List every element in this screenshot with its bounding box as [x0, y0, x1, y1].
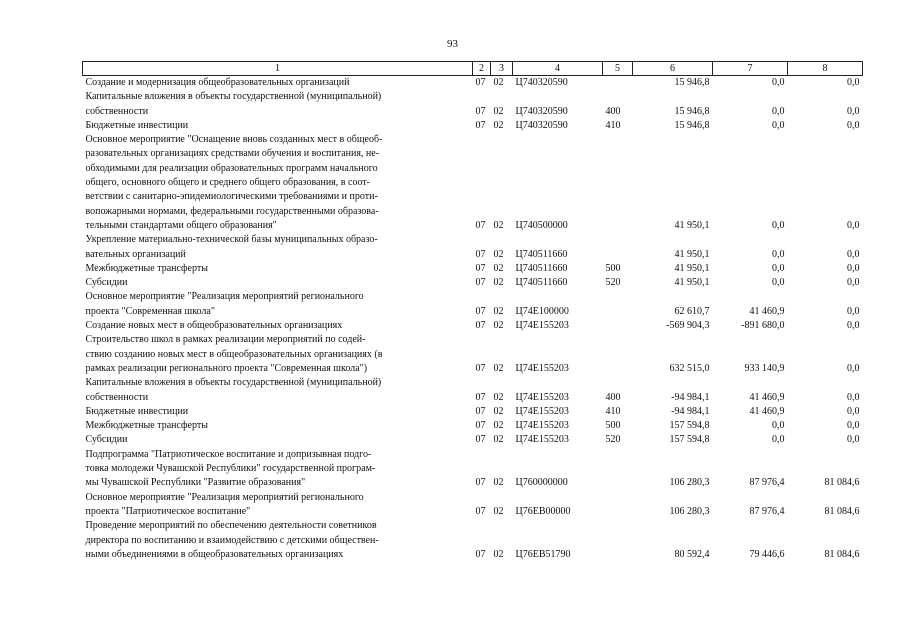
table-body	[83, 76, 863, 563]
amount-2-cell: 87 976,4	[749, 505, 785, 517]
target-code-cell: Ц74E155203	[515, 434, 569, 446]
amount-2-cell: 0,0	[772, 219, 785, 231]
amount-1-cell: 80 592,4	[674, 548, 710, 560]
amount-2-cell: 0,0	[772, 434, 785, 446]
subsection-cell: 02	[493, 219, 504, 231]
expense-type-cell	[603, 290, 633, 319]
amount-1-cell: 15 946,8	[674, 119, 710, 131]
row-name	[83, 76, 473, 91]
amount-2-cell: 87 976,4	[749, 477, 785, 489]
target-code-cell: Ц740511660	[515, 262, 568, 274]
table-row	[83, 319, 863, 333]
row-name-line: товка молодежи Чувашской Республики" государственной програм-	[85, 463, 376, 475]
subsection-cell: 02	[493, 277, 504, 289]
target-code-cell: Ц740511660	[515, 248, 568, 260]
target-code-cell: Ц76EB51790	[515, 548, 571, 560]
table-row	[83, 262, 863, 276]
amount-2-cell: 41 460,9	[749, 405, 785, 417]
target-code-cell: Ц74E155203	[515, 320, 569, 332]
table-row	[83, 276, 863, 290]
section-cell: 07	[475, 477, 486, 489]
amount-1-cell: 62 610,7	[674, 305, 710, 317]
amount-2-cell: 0,0	[772, 420, 785, 432]
amount-1-cell: 632 515,0	[669, 362, 710, 374]
section-cell: 07	[475, 362, 486, 374]
column-header-expense-type: 5	[603, 62, 633, 76]
row-name	[83, 376, 473, 405]
section-cell: 07	[475, 405, 486, 417]
target-code-cell: Ц760000000	[515, 477, 568, 489]
amount-3-cell: 0,0	[847, 405, 860, 417]
column-header-section: 2	[473, 62, 491, 76]
row-name-line: обходимыми для реализации образовательных программ начального	[85, 162, 378, 174]
row-name	[83, 133, 473, 233]
expense-type-cell: 520	[605, 434, 621, 446]
section-cell: 07	[475, 277, 486, 289]
column-header-subsection: 3	[491, 62, 513, 76]
table-header-row	[83, 62, 863, 76]
row-name-line: Основное мероприятие "Реализация мероприятий регионального	[85, 291, 364, 303]
section-cell: 07	[475, 305, 486, 317]
row-name-line: ствию созданию новых мест в общеобразовательных организациях (в	[85, 348, 383, 360]
row-name-line: Проведение мероприятий по обеспечению деятельности советников	[85, 520, 377, 532]
section-cell: 07	[475, 105, 486, 117]
expense-type-cell	[603, 76, 633, 91]
amount-3-cell: 0,0	[847, 391, 860, 403]
row-name-line: разовательных организациях средствами обучения и воспитания, не-	[85, 148, 380, 160]
row-name-line: проекта "Патриотическое воспитание"	[85, 505, 251, 517]
expense-type-cell	[603, 319, 633, 333]
table-row	[83, 419, 863, 433]
amount-1-cell: -94 984,1	[671, 405, 710, 417]
target-code-cell: Ц74E155203	[515, 391, 569, 403]
amount-3-cell: 0,0	[847, 119, 860, 131]
amount-1-cell: 106 280,3	[669, 477, 710, 489]
section-cell: 07	[475, 219, 486, 231]
table-row	[83, 405, 863, 419]
amount-1-cell: 15 946,8	[674, 105, 710, 117]
column-header-amount-2: 7	[713, 62, 788, 76]
row-name	[83, 448, 473, 491]
expense-type-cell: 500	[605, 262, 621, 274]
row-name	[83, 119, 473, 133]
expense-type-cell: 410	[605, 119, 621, 131]
section-cell: 07	[475, 434, 486, 446]
column-header-target-code: 4	[513, 62, 603, 76]
target-code-cell: Ц740500000	[515, 219, 568, 231]
expense-type-cell: 400	[605, 105, 621, 117]
row-name-line: Основное мероприятие "Оснащение вновь созданных мест в общеоб-	[85, 134, 383, 146]
target-code-cell: Ц740511660	[515, 277, 568, 289]
target-code-cell: Ц76EB00000	[515, 505, 571, 517]
amount-3-cell: 0,0	[847, 434, 860, 446]
row-name-line: Укрепление материально-технической базы муниципальных образо-	[85, 234, 378, 246]
row-name-line: Бюджетные инвестиции	[85, 405, 189, 417]
row-name	[83, 333, 473, 376]
section-cell: 07	[475, 548, 486, 560]
expense-type-cell: 400	[605, 391, 621, 403]
row-name-line: директора по воспитанию и взаимодействию с детскими обществен-	[85, 534, 379, 546]
target-code-cell: Ц740320590	[515, 105, 568, 117]
expense-type-cell	[603, 233, 633, 262]
section-cell: 07	[475, 391, 486, 403]
expense-type-cell	[603, 491, 633, 520]
expense-type-cell: 500	[605, 420, 621, 432]
amount-1-cell: 41 950,1	[674, 277, 710, 289]
row-name	[83, 491, 473, 520]
row-name-line: Межбюджетные трансферты	[85, 262, 208, 274]
target-code-cell: Ц740320590	[515, 119, 568, 131]
subsection-cell: 02	[493, 320, 504, 332]
section-cell: 07	[475, 119, 486, 131]
subsection-cell: 02	[493, 420, 504, 432]
target-code-cell: Ц74E155203	[515, 362, 569, 374]
column-header-amount-3: 8	[788, 62, 863, 76]
row-name	[83, 276, 473, 290]
row-name-line: мы Чувашской Республики "Развитие образования"	[85, 477, 306, 489]
amount-2-cell: 933 140,9	[744, 362, 785, 374]
row-name-line: Капитальные вложения в объекты государственной (муниципальной)	[85, 91, 382, 103]
row-name	[83, 90, 473, 119]
row-name	[83, 405, 473, 419]
table-row	[83, 233, 863, 262]
amount-2-cell: 0,0	[772, 119, 785, 131]
table-row	[83, 448, 863, 491]
column-header-amount-1: 6	[633, 62, 713, 76]
amount-1-cell: 41 950,1	[674, 219, 710, 231]
amount-2-cell: -891 680,0	[741, 320, 785, 332]
amount-3-cell: 0,0	[847, 362, 860, 374]
amount-1-cell: 157 594,8	[669, 434, 710, 446]
amount-2-cell: 41 460,9	[749, 391, 785, 403]
row-name-line: собственности	[85, 391, 149, 403]
row-name-line: ветствии с санитарно-эпидемиологическими требованиями и проти-	[85, 191, 378, 203]
section-cell: 07	[475, 320, 486, 332]
amount-2-cell: 41 460,9	[749, 305, 785, 317]
row-name	[83, 419, 473, 433]
row-name-line: вопожарными нормами, федеральными государственными образова-	[85, 205, 379, 217]
budget-table	[82, 61, 863, 562]
amount-1-cell: -569 904,3	[666, 320, 710, 332]
row-name-line: Создание и модернизация общеобразовательных организаций	[85, 77, 350, 88]
row-name-line: вательных организаций	[85, 248, 186, 260]
table-row	[83, 133, 863, 233]
amount-1-cell: 15 946,8	[674, 77, 710, 88]
row-name-line: Субсидии	[85, 434, 128, 446]
amount-3-cell: 0,0	[847, 305, 860, 317]
subsection-cell: 02	[493, 119, 504, 131]
target-code-cell: Ц74E100000	[515, 305, 569, 317]
table-row	[83, 491, 863, 520]
row-name-line: Строительство школ в рамках реализации мероприятий по содей-	[85, 334, 366, 346]
target-code-cell: Ц74E155203	[515, 405, 569, 417]
table-row	[83, 76, 863, 91]
row-name-line: Капитальные вложения в объекты государственной (муниципальной)	[85, 377, 382, 389]
expense-type-cell	[603, 133, 633, 233]
subsection-cell: 02	[493, 262, 504, 274]
subsection-cell: 02	[493, 405, 504, 417]
table-row	[83, 90, 863, 119]
table-row	[83, 119, 863, 133]
amount-1-cell: -94 984,1	[671, 391, 710, 403]
amount-3-cell: 81 084,6	[824, 505, 860, 517]
row-name-line: Субсидии	[85, 277, 128, 289]
section-cell: 07	[475, 262, 486, 274]
row-name	[83, 519, 473, 562]
row-name-line: Бюджетные инвестиции	[85, 119, 189, 131]
subsection-cell: 02	[493, 505, 504, 517]
amount-3-cell: 0,0	[847, 248, 860, 260]
subsection-cell: 02	[493, 105, 504, 117]
amount-2-cell: 0,0	[772, 277, 785, 289]
subsection-cell: 02	[493, 548, 504, 560]
amount-2-cell: 79 446,6	[749, 548, 785, 560]
table-row	[83, 376, 863, 405]
subsection-cell: 02	[493, 305, 504, 317]
page-number: 93	[447, 38, 458, 50]
row-name-line: общего, основного общего и среднего общего образования, в соот-	[85, 177, 371, 189]
expense-type-cell: 410	[605, 405, 621, 417]
subsection-cell: 02	[493, 391, 504, 403]
column-header-name: 1	[83, 62, 473, 76]
amount-1-cell: 41 950,1	[674, 248, 710, 260]
amount-1-cell: 41 950,1	[674, 262, 710, 274]
target-code-cell: Ц74E155203	[515, 420, 569, 432]
row-name-line: рамках реализации регионального проекта "Современная школа")	[85, 362, 368, 374]
row-name-line: тельными стандартами общего образования"	[85, 219, 277, 231]
expense-type-cell	[603, 333, 633, 376]
row-name-line: собственности	[85, 105, 149, 117]
expense-type-cell: 520	[605, 277, 621, 289]
table-row	[83, 519, 863, 562]
row-name	[83, 262, 473, 276]
row-name-line: Основное мероприятие "Реализация мероприятий регионального	[85, 491, 364, 503]
table-row	[83, 290, 863, 319]
amount-1-cell: 106 280,3	[669, 505, 710, 517]
target-code-cell: Ц740320590	[515, 77, 568, 88]
amount-3-cell: 0,0	[847, 105, 860, 117]
amount-3-cell: 81 084,6	[824, 477, 860, 489]
row-name	[83, 233, 473, 262]
amount-2-cell: 0,0	[772, 262, 785, 274]
row-name-line: Межбюджетные трансферты	[85, 420, 208, 432]
table-row	[83, 333, 863, 376]
amount-2-cell: 0,0	[772, 248, 785, 260]
amount-3-cell: 0,0	[847, 262, 860, 274]
row-name	[83, 290, 473, 319]
amount-3-cell: 0,0	[847, 420, 860, 432]
section-cell: 07	[475, 420, 486, 432]
expense-type-cell	[603, 448, 633, 491]
table-row	[83, 433, 863, 447]
amount-2-cell: 0,0	[772, 105, 785, 117]
row-name-line: Создание новых мест в общеобразовательных организациях	[85, 320, 343, 332]
amount-3-cell: 0,0	[847, 219, 860, 231]
subsection-cell: 02	[493, 248, 504, 260]
row-name-line: проекта "Современная школа"	[85, 305, 215, 317]
amount-3-cell: 0,0	[847, 320, 860, 332]
section-cell: 07	[475, 248, 486, 260]
subsection-cell: 02	[493, 434, 504, 446]
row-name-line: Подпрограмма "Патриотическое воспитание и допризывная подго-	[85, 448, 372, 460]
subsection-cell: 02	[493, 362, 504, 374]
subsection-cell: 02	[493, 477, 504, 489]
subsection-cell: 02	[493, 77, 504, 88]
amount-2-cell: 0,0	[772, 77, 785, 88]
amount-3-cell: 0,0	[847, 77, 860, 88]
amount-3-cell: 0,0	[847, 277, 860, 289]
section-cell: 07	[475, 505, 486, 517]
row-name	[83, 319, 473, 333]
amount-1-cell: 157 594,8	[669, 420, 710, 432]
amount-3-cell: 81 084,6	[824, 548, 860, 560]
section-cell: 07	[475, 77, 486, 88]
row-name	[83, 433, 473, 447]
expense-type-cell	[603, 519, 633, 562]
row-name-line: ными объединениями в общеобразовательных организациях	[85, 548, 344, 560]
